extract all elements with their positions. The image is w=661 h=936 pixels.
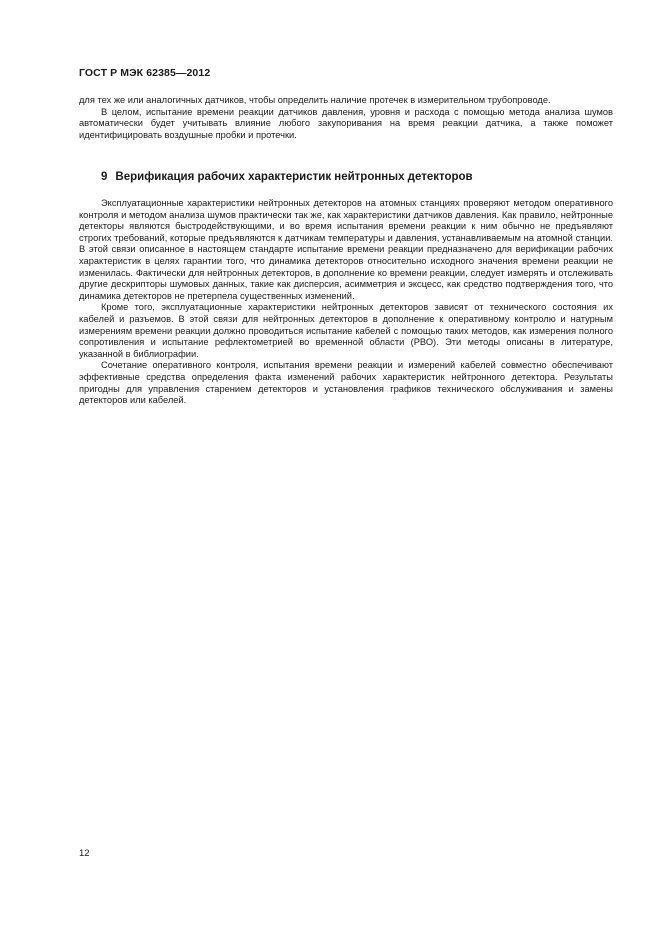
intro-text-block	[79, 95, 613, 141]
section-number: 9	[101, 171, 108, 183]
section-title: Верификация рабочих характеристик нейтронных детекторов	[115, 171, 473, 183]
paragraph: В целом, испытание времени реакции датчиков давления, уровня и расхода с помощью метода анализа шумов автоматически будет учитывать влияние любого закупоривания на время реакции датчика, а также поможет идентифицировать воздушные пробки и протечки.	[79, 106, 613, 140]
section-text-block	[79, 198, 613, 407]
paragraph: Эксплуатационные характеристики нейтронных детекторов на атомных станциях проверяют методом оперативного контроля и методом анализа шумов практически так же, как характеристики датчиков давления. Как правило, нейтронные детекторы являются быстродействующими, и во время испытания времени реакции к ним обычно не предъявляют строгих требований, которые предъявляются к датчикам температуры и давления, устанавливаемым на атомной станции. В этой связи описанное в настоящем стандарте испытание времени реакции предназначено для верификации рабочих характеристик в целях гарантии того, что динамика детекторов относительно исходного значения времени реакции не изменилась. Фактически для нейтронных детекторов, в дополнение ко времени реакции, следует измерять и отслеживать другие дескрипторы шумовых данных, такие как дисперсия, асимметрия и эксцесс, как средство подтверждения того, что динамика детекторов не претерпела существенных изменений.	[79, 198, 613, 301]
page-number: 12	[79, 848, 90, 859]
paragraph: для тех же или аналогичных датчиков, чтобы определить наличие протечек в измерительном трубопроводе.	[79, 95, 551, 105]
paragraph: Сочетание оперативного контроля, испытания времени реакции и измерений кабелей совместно обеспечивают эффективные средства определения факта изменений рабочих характеристик нейтронного детектора. Результаты пригодны для управления старением детекторов и установления графиков технического обслуживания и замены детекторов или кабелей.	[79, 360, 613, 406]
paragraph: Кроме того, эксплуатационные характеристики нейтронных детекторов зависят от технического состояния их кабелей и разъемов. В этой связи для нейтронных детекторов в дополнение к оперативному контролю и натурным измерениям времени реакции должно проводиться испытание кабелей с помощью таких методов, как измерения полного сопротивления и испытание рефлектометрией во временной области (РВО). Эти методы описаны в литературе, указанной в библиографии.	[79, 302, 613, 359]
section-heading	[101, 171, 473, 183]
document-header: ГОСТ Р МЭК 62385—2012	[79, 67, 211, 79]
